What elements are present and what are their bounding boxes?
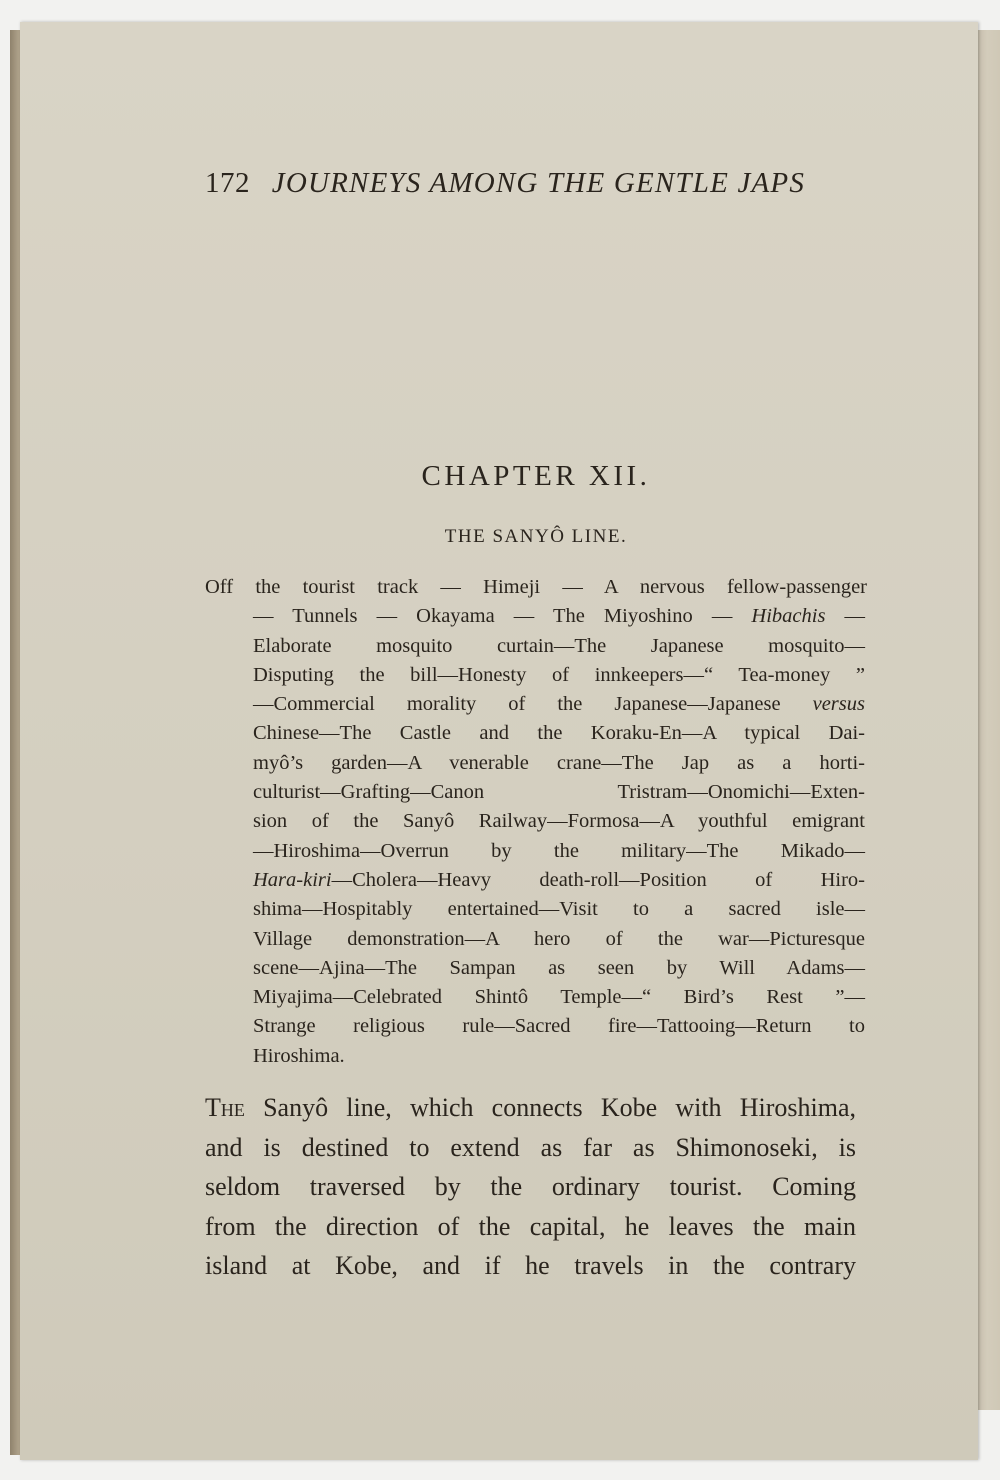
synopsis-line: Elaborate mosquito curtain—The Japanese mosquito— [253, 634, 865, 657]
italic-term: Hara-kiri [253, 868, 332, 891]
body-line: The Sanyô line, which connects Kobe with Hiroshima, [205, 1093, 856, 1122]
synopsis-line: myô’s garden—A venerable crane—The Jap as a horti- [253, 751, 865, 774]
synopsis-line: Chinese—The Castle and the Koraku-En—A typical Dai- [253, 722, 865, 745]
italic-term: versus [812, 693, 865, 716]
chapter-synopsis [205, 573, 867, 1071]
synopsis-line: shima—Hospitably entertained—Visit to a sacred isle— [253, 898, 865, 921]
synopsis-line: culturist—Grafting—Canon Tristram—Onomichi—Exten- [253, 781, 865, 804]
running-head [205, 167, 855, 200]
synopsis-line: scene—Ajina—The Sampan as seen by Will Adams— [253, 956, 865, 979]
synopsis-line: Disputing the bill—Honesty of innkeepers—“ Tea-money ” [253, 663, 865, 686]
synopsis-line: — Tunnels — Okayama — The Miyoshino — Hibachis — [253, 605, 866, 628]
synopsis-line: Miyajima—Celebrated Shintô Temple—“ Bird’s Rest ”— [253, 986, 865, 1009]
chapter-subtitle: THE SANYÔ LINE. [444, 526, 628, 547]
synopsis-line: Village demonstration—A hero of the war—Picturesque [253, 927, 865, 950]
synopsis-line: Hara-kiri—Cholera—Heavy death-roll—Position of Hiro- [253, 868, 865, 891]
synopsis-line: —Commercial morality of the Japanese—Japanese versus [253, 693, 865, 716]
body-line: and is destined to extend as far as Shimonoseki, is [205, 1132, 856, 1162]
italic-term: Hibachis [751, 605, 826, 628]
body-line: from the direction of the capital, he leaves the main [205, 1211, 856, 1241]
chapter-title: CHAPTER XII. [421, 460, 651, 492]
synopsis-line: —Hiroshima—Overrun by the military—The Mikado— [253, 839, 865, 862]
page-number: 172 [205, 167, 250, 199]
body-line: seldom traversed by the ordinary tourist. Coming [205, 1172, 856, 1201]
drop-word: The [205, 1093, 245, 1122]
body-paragraph [205, 1088, 856, 1286]
synopsis-line: Strange religious rule—Sacred fire—Tattooing—Return to [253, 1015, 865, 1038]
synopsis-line: sion of the Sanyô Railway—Formosa—A youthful emigrant [253, 810, 865, 833]
synopsis-line: Hiroshima. [253, 1044, 345, 1067]
body-line: island at Kobe, and if he travels in the contrary [205, 1251, 856, 1280]
running-title: JOURNEYS AMONG THE GENTLE JAPS [271, 167, 806, 199]
synopsis-line: Off the tourist track — Himeji — A nervous fellow-passenger [205, 576, 867, 598]
